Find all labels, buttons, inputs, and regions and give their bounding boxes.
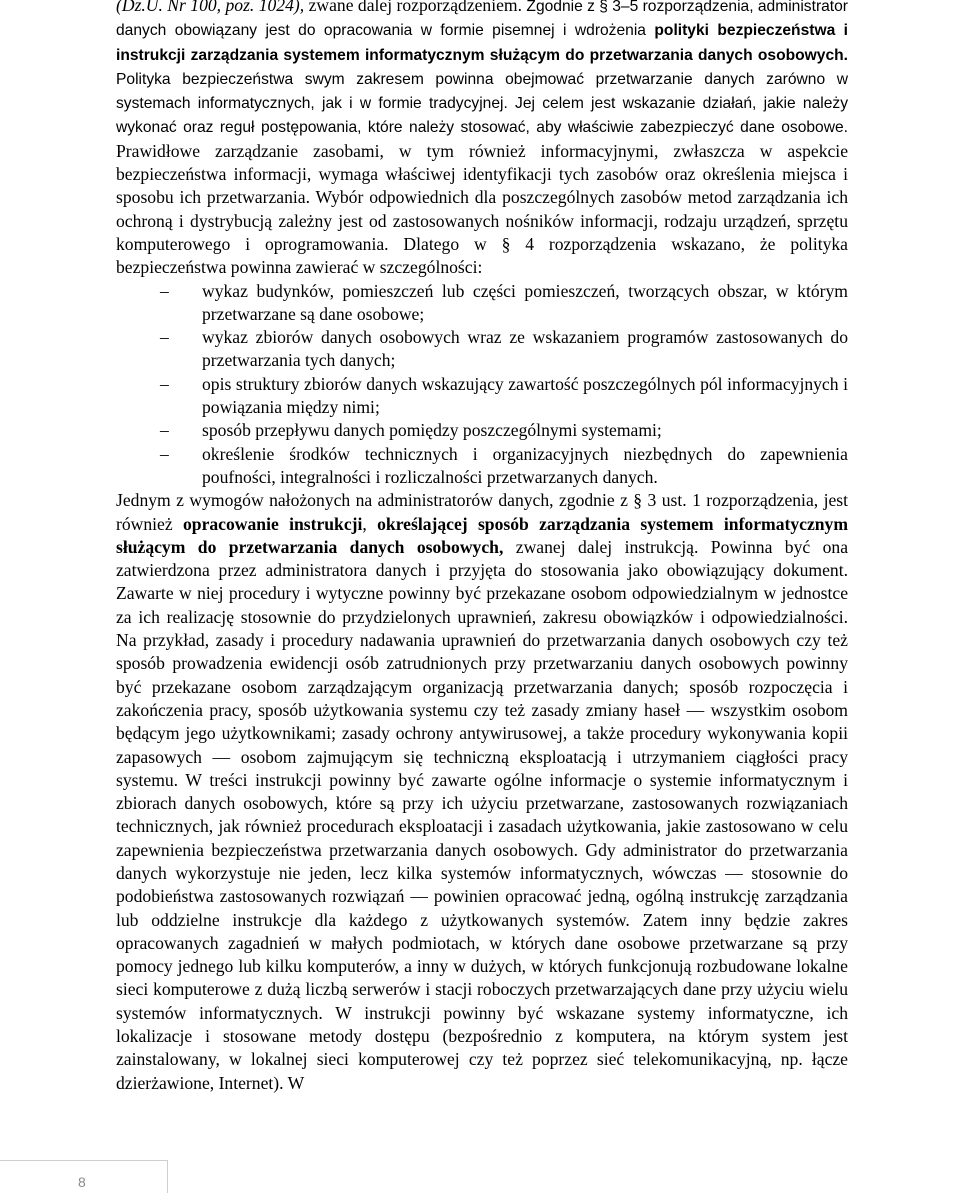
policy-requirements-list bbox=[116, 280, 848, 490]
dash-bullet: – bbox=[160, 280, 169, 301]
list-item: – wykaz zbiorów danych osobowych wraz ze wskazaniem programów zastosowanych do przetwarzania tych danych; bbox=[160, 327, 848, 371]
text-run: , bbox=[362, 513, 378, 534]
dash-bullet: – bbox=[160, 327, 169, 348]
list-item: – określenie środków technicznych i organizacyjnych niezbędnych do zapewnienia poufności, integralności i rozliczalności przetwarzanych danych. bbox=[160, 443, 848, 487]
text-run: zwanej dalej instrukcją. Powinna być ona zatwierdzona przez administratora danych i przyjęta do stosowania jako obowiązujący dokument. Zawarte w niej procedury i wytyczne powinny być przekazane osobom odpowiedzialnym w jednostce za ich realizację stosownie do przydzielonych uprawnień, zakresu obowiązków i odpowiedzialności. Na przykład, zasady i procedury nadawania uprawnień do przetwarzania danych osobowych czy też sposób prowadzenia ewidencji osób zatrudnionych przy przetwarzaniu danych osobowych powinny być przekazane osobom zarządzającym organizacją przetwarzania danych; sposób rozpoczęcia i zakończenia pracy, sposób użytkowania systemu czy też zasady zmiany haseł — wszystkim osobom będącym jego użytkownikami; zasady ochrony antywirusowej, a także procedury wykonywania kopii zapasowych — osobom zajmującym się techniczną eksploatacją i utrzymaniem ciągłości pracy systemu. W treści instrukcji powinny być zawarte ogólne informacje o systemie informatycznym i zbiorach danych osobowych, które są przy ich użyciu przetwarzane, zastosowanych rozwiązaniach technicznych, jak również procedurach eksploatacji i zasadach użytkowania, jakie zastosowano w celu zapewnienia bezpieczeństwa przetwarzania danych osobowych. Gdy administrator do przetwarzania danych wykorzystuje nie jeden, lecz kilka systemów informatycznych, wówczas — stosownie do podobieństwa zastosowanych rozwiązań — powinien opracować jedną, ogólną instrukcję zarządzania lub oddzielne instrukcje dla każdego z użytkowanych systemów. Zatem inny będzie zakres opracowanych zagadnień w małych podmiotach, w których dane osobowe przetwarzane są przy pomocy jednego lub kilku komputerów, a inny w dużych, w których funkcjonują rozbudowane lokalne sieci komputerowe z dużą liczbą serwerów i stacji roboczych przetwarzających dane przy użyciu wielu systemów informatycznych. W instrukcji powinny być wskazane systemy informatyczne, ich lokalizacje i stosowane metody dostępu (bezpośrednio z komputera, na którym system jest zainstalowany, w lokalnej sieci komputerowej czy też poprzez sieć telekomunikacyjną, np. łącze dzierżawione, Internet). W bbox=[116, 536, 849, 1093]
text-run: Polityka bezpieczeństwa swym zakresem powinna obejmować przetwarzanie danych zarówno w systemach informatycznych, jak i w formie tradycyjnej. Jej celem jest wskazanie działań, jakie należy wykonać oraz reguł postępowania, które należy stosować, aby właściwie zabezpieczyć dane osobowe. bbox=[116, 70, 848, 137]
bold-phrase: opracowanie instrukcji bbox=[182, 513, 363, 534]
bold-phrase: określającej sposób zarządzania systemem informatycznym służącym do przetwarzania danych osobowych, bbox=[116, 513, 849, 557]
citation: (Dz.U. Nr 100, poz. 1024), bbox=[116, 0, 305, 15]
paragraph-instruction bbox=[116, 489, 848, 1095]
list-item: – wykaz budynków, pomieszczeń lub części pomieszczeń, tworzących obszar, w którym przetwarzane są dane osobowe; bbox=[160, 280, 848, 324]
text-run: Prawidłowe zarządzanie zasobami, w tym również informacyjnymi, zwłaszcza w aspekcie bezpieczeństwa informacji, wymaga właściwej identyfikacji tych zasobów oraz określenia miejsca i sposobu ich przetwarzania. Wybór odpowiednich dla poszczególnych zasobów metod zarządzania ich ochroną i dystrybucją zależny jest od zastosowanych nośników informacji, rodzaju urządzeń, sprzętu komputerowego i oprogramowania. Dlatego w § 4 rozporządzenia wskazano, że polityka bezpieczeństwa powinna zawierać w szczególności: bbox=[116, 140, 848, 278]
dash-bullet: – bbox=[160, 443, 169, 464]
list-item: – sposób przepływu danych pomiędzy poszczególnymi systemami; bbox=[202, 419, 848, 442]
text-run: zwane dalej rozporządzeniem. bbox=[304, 0, 527, 15]
list-item: – opis struktury zbiorów danych wskazujący zawartość poszczególnych pól informacyjnych i powiązania między nimi; bbox=[160, 373, 848, 418]
bold-phrase: polityki bezpieczeństwa i instrukcji zarządzania systemem informatycznym służącym do przetwarzania danych osobowych. bbox=[116, 22, 849, 64]
dash-bullet: – bbox=[160, 420, 169, 441]
text-run: Zgodnie z § 3–5 rozporządzenia, administrator danych obowiązany jest do opracowania w formie pisemnej i wdrożenia bbox=[116, 0, 849, 40]
text-run: Jednym z wymogów nałożonych na administratorów danych, zgodnie z § 3 ust. 1 rozporządzenia, jest również bbox=[116, 490, 848, 534]
dash-bullet: – bbox=[160, 373, 169, 394]
page-number: 8 bbox=[78, 1174, 86, 1190]
document-body bbox=[116, 0, 848, 1095]
paragraph-policy bbox=[116, 0, 848, 280]
